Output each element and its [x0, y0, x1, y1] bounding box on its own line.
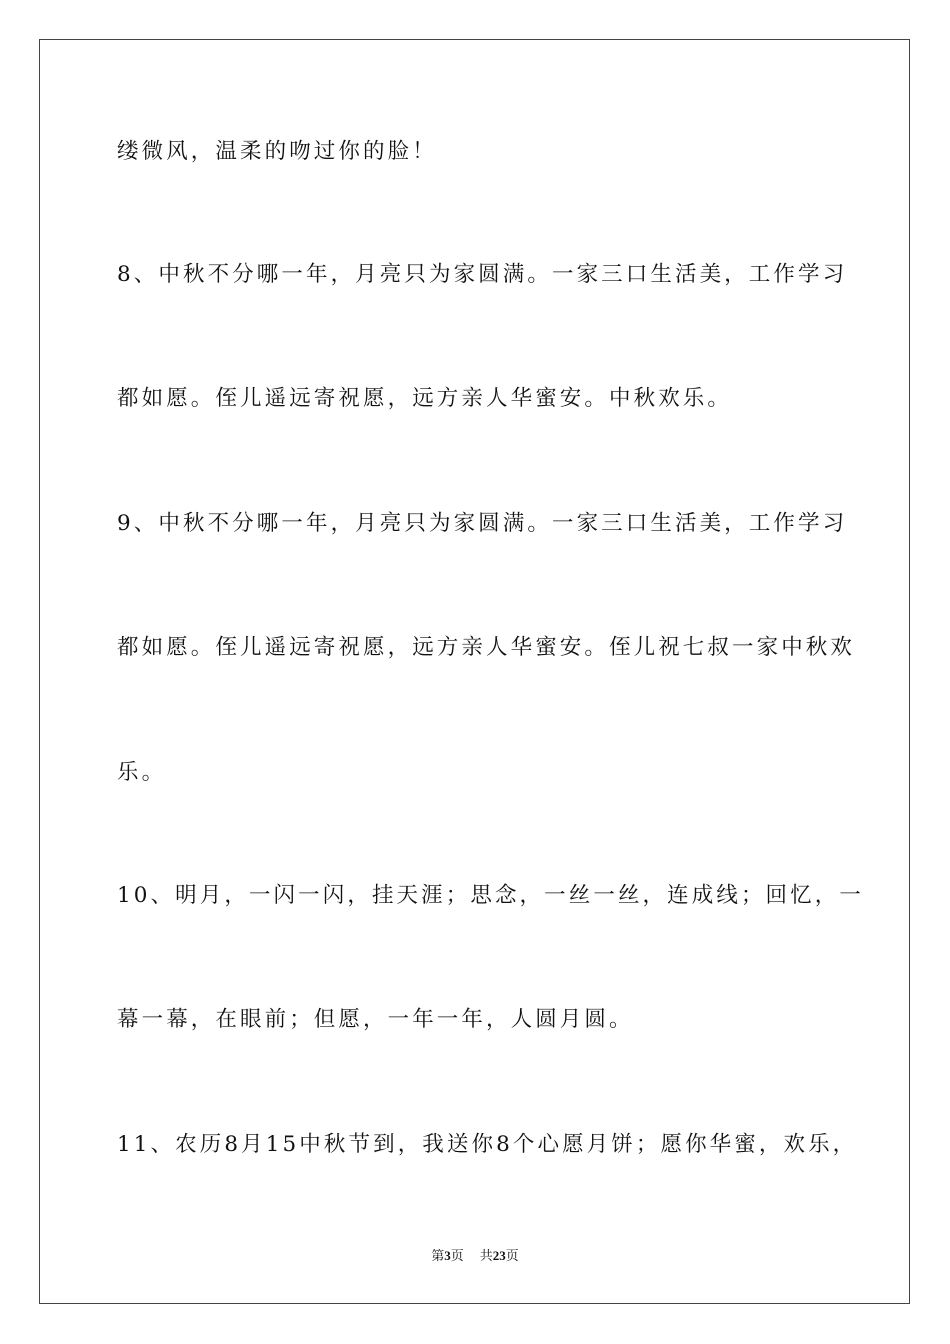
text-line: 幕一幕，在眼前；但愿，一年一年，人圆月圆。	[117, 1007, 634, 1032]
page-total: 共23页	[479, 1248, 519, 1264]
text-line: 11、农历8月15中秋节到，我送你8个心愿月饼；愿你华蜜，欢乐，	[117, 1132, 858, 1157]
page-footer	[0, 1249, 950, 1263]
text-line: 9、中秋不分哪一年，月亮只为家圆满。一家三口生活美，工作学习	[117, 511, 848, 536]
text-line: 10、明月，一闪一闪，挂天涯；思念，一丝一丝，连成线；回忆，一	[117, 883, 864, 908]
text-line: 乐。	[117, 760, 167, 785]
page-number: 第3页	[431, 1248, 464, 1264]
text-line: 缕微风，温柔的吻过你的脸！	[117, 139, 437, 164]
text-line: 都如愿。侄儿遥远寄祝愿，远方亲人华蜜安。侄儿祝七叔一家中秋欢	[117, 635, 856, 660]
page-border	[39, 39, 910, 1304]
text-line: 8、中秋不分哪一年，月亮只为家圆满。一家三口生活美，工作学习	[117, 262, 848, 287]
text-line: 都如愿。侄儿遥远寄祝愿，远方亲人华蜜安。中秋欢乐。	[117, 386, 733, 411]
